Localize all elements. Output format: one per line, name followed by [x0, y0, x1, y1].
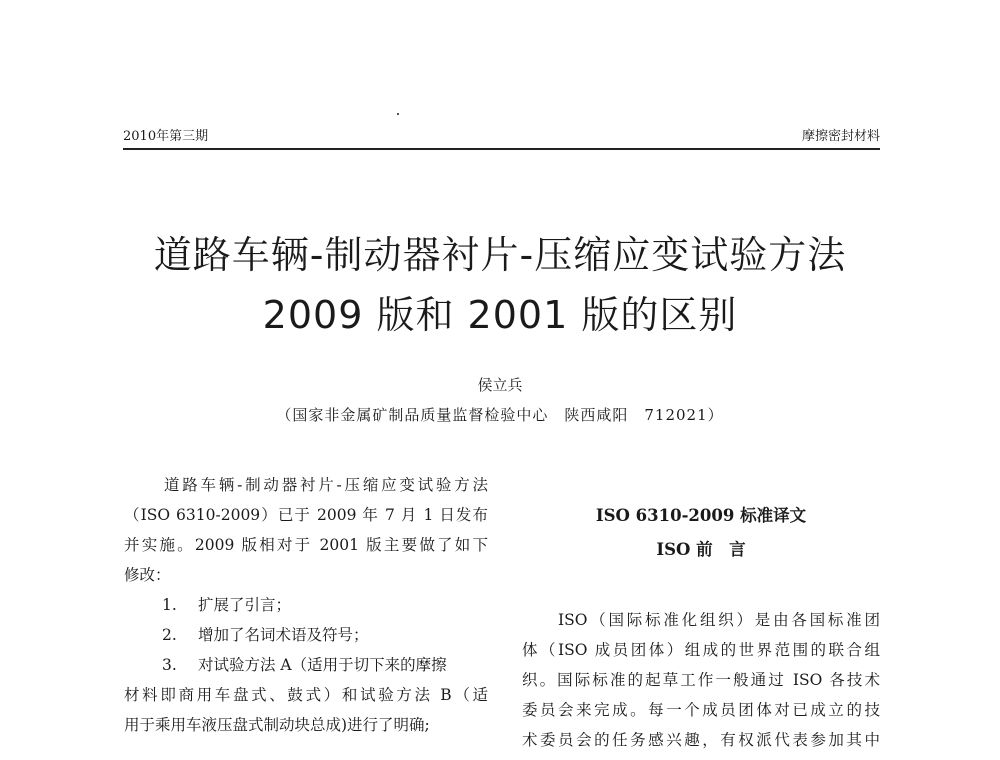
- body-line: 用于乘用车液压盘式制动块总成)进行了明确;: [124, 716, 430, 734]
- header-rule: [123, 148, 880, 150]
- author-affiliation: （国家非金属矿制品质量监督检验中心 陕西咸阳 712021）: [276, 406, 724, 424]
- list-item-text: 扩展了引言；: [198, 596, 292, 614]
- list-item-text: 对试验方法 A（适用于切下来的摩擦: [198, 656, 447, 674]
- running-header: [123, 126, 880, 148]
- body-line: 术委员会的任务感兴趣，有权派代表参加其中: [522, 731, 880, 749]
- author-name: 侯立兵: [477, 376, 523, 394]
- list-item-number: 1.: [162, 596, 177, 614]
- body-line: 体（ISO 成员团体）组成的世界范围的联合组: [522, 641, 880, 659]
- section-title: ISO 6310-2009 标准译文: [595, 506, 807, 525]
- issue-label: 2010年第三期: [123, 129, 209, 144]
- list-item-number: 2.: [162, 626, 177, 644]
- body-line: 材料即商用车盘式、鼓式）和试验方法 B（适: [124, 686, 488, 704]
- left-column: [124, 470, 488, 740]
- body-line: 并实施。2009 版相对于 2001 版主要做了如下: [124, 536, 488, 554]
- body-line: ISO（国际标准化组织）是由各国标准团: [558, 611, 880, 629]
- foreword-paragraph: [522, 605, 880, 755]
- article-title-line-2: 2009 版和 2001 版的区别: [262, 293, 738, 337]
- list-item-number: 3.: [162, 656, 177, 674]
- scan-speck: [397, 113, 399, 115]
- right-column: [522, 470, 880, 755]
- article-title-line-1: 道路车辆-制动器衬片-压缩应变试验方法: [153, 233, 847, 277]
- list-item: [124, 650, 488, 680]
- list-item: [124, 620, 488, 650]
- list-item-text: 增加了名词术语及符号；: [198, 626, 369, 644]
- list-item: [124, 590, 488, 620]
- body-line: 委员会来完成。每一个成员团体对已成立的技: [522, 701, 880, 719]
- section-subtitle: ISO 前 言: [656, 540, 746, 559]
- body-line: 修改：: [124, 566, 171, 584]
- body-line: 织。国际标准的起草工作一般通过 ISO 各技术: [522, 671, 880, 689]
- journal-name: 摩擦密封材料: [801, 129, 880, 144]
- body-line: 道路车辆-制动器衬片-压缩应变试验方法: [164, 476, 488, 494]
- body-line: （ISO 6310-2009）已于 2009 年 7 月 1 日发布: [124, 506, 488, 524]
